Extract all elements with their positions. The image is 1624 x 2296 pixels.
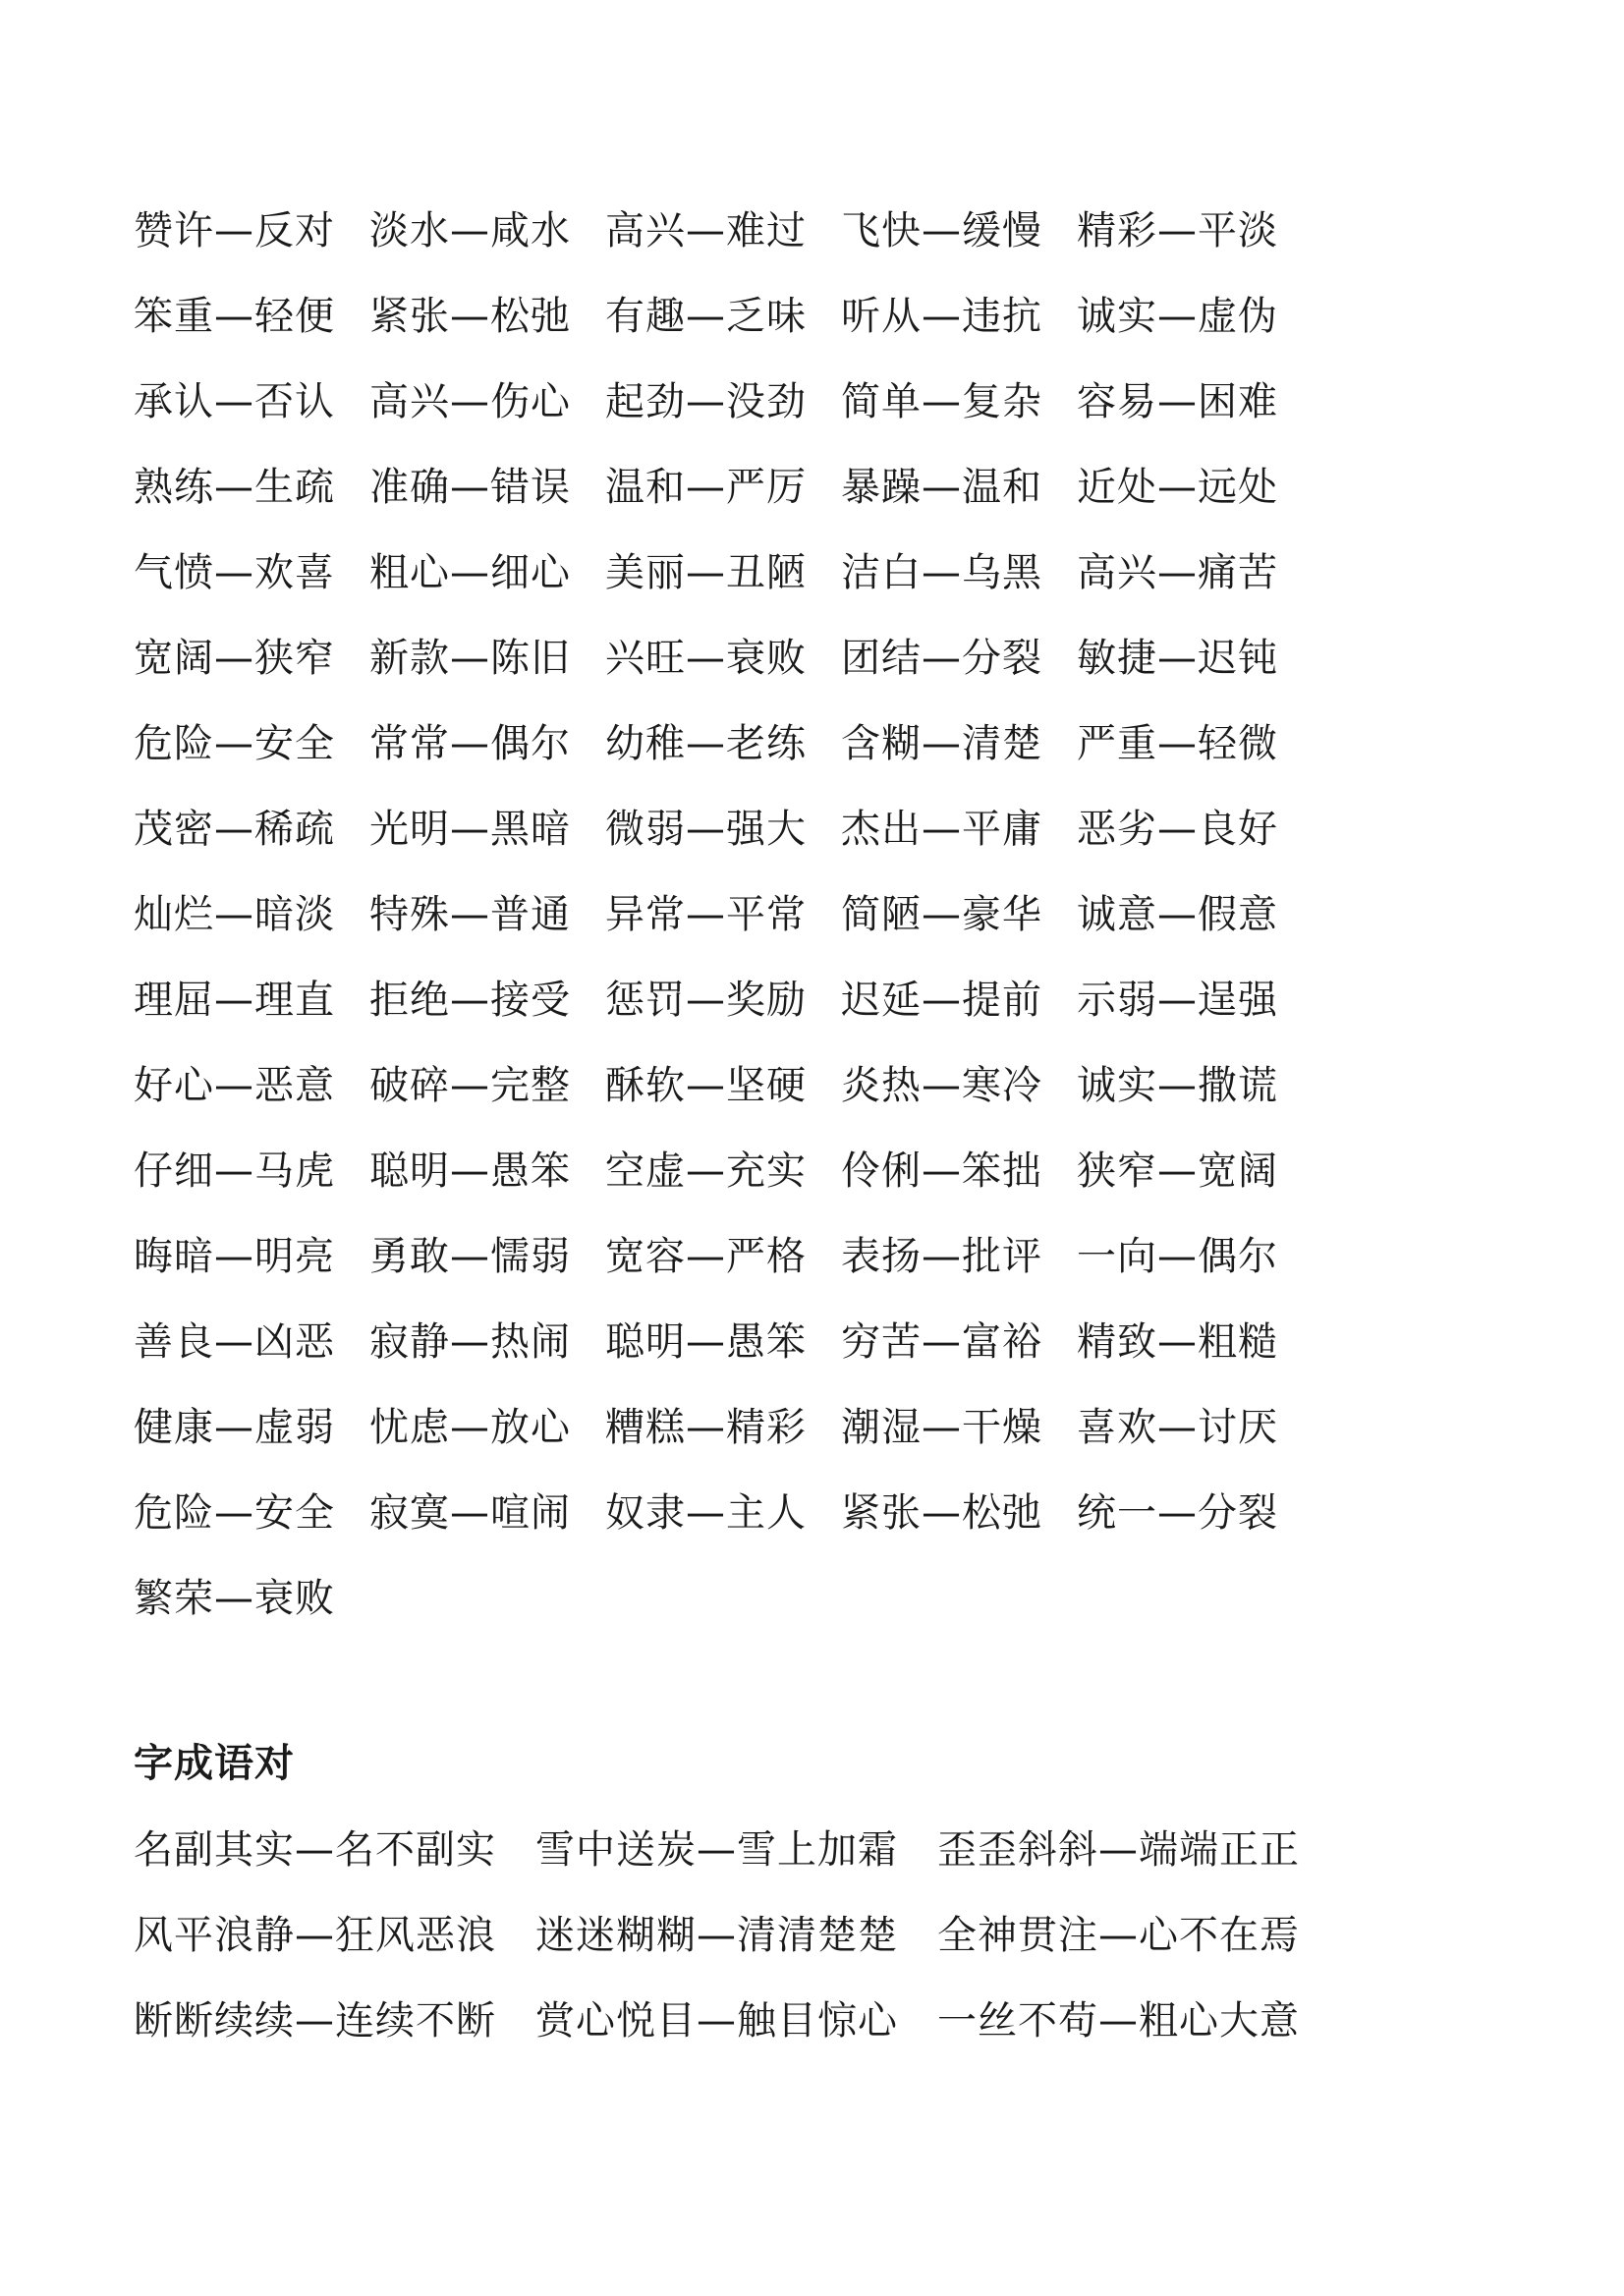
antonym-pair: 温和—严厉 (605, 465, 807, 510)
antonym-pair: 特殊—普通 (369, 892, 571, 937)
antonym-pair: 表扬—批评 (841, 1234, 1042, 1279)
antonym-pair: 酥软—坚硬 (605, 1063, 807, 1108)
antonym-pair: 穷苦—富裕 (841, 1319, 1042, 1365)
word-row (134, 1214, 1313, 1300)
antonym-pair: 常常—偶尔 (369, 721, 571, 766)
antonym-pair: 空虚—充实 (605, 1148, 807, 1194)
antonym-pair: 茂密—稀疏 (134, 807, 335, 852)
antonym-pair: 起劲—没劲 (605, 379, 807, 424)
antonym-pair: 惩罚—奖励 (605, 978, 807, 1023)
antonym-pair: 美丽—丑陋 (605, 550, 807, 595)
idiom-pair: 全神贯注—心不在焉 (937, 1913, 1300, 1958)
word-row (134, 1471, 1313, 1556)
antonym-pair: 诚实—虚伪 (1077, 294, 1278, 339)
antonym-pair: 狭窄—宽阔 (1077, 1148, 1278, 1194)
antonym-pair: 高兴—伤心 (369, 379, 571, 424)
antonym-pair: 承认—否认 (134, 379, 335, 424)
word-row (134, 616, 1313, 701)
antonym-pair: 危险—安全 (134, 721, 335, 766)
word-row (134, 1300, 1313, 1385)
idiom-row (134, 1808, 1411, 1893)
antonym-pair: 理屈—理直 (134, 978, 335, 1023)
idiom-row (134, 1979, 1411, 2064)
antonym-pair: 简单—复杂 (841, 379, 1042, 424)
antonym-pair: 严重—轻微 (1077, 721, 1278, 766)
antonym-pair: 高兴—难过 (605, 208, 807, 253)
antonym-pair: 暴躁—温和 (841, 465, 1042, 510)
antonym-pair: 寂寞—喧闹 (369, 1490, 571, 1536)
antonym-pair: 喜欢—讨厌 (1077, 1405, 1278, 1450)
antonym-pair: 仔细—马虎 (134, 1148, 335, 1194)
antonym-pair: 示弱—逞强 (1077, 978, 1278, 1023)
idiom-list (134, 1808, 1411, 2064)
antonym-pair: 糟糕—精彩 (605, 1405, 807, 1450)
antonym-pair: 简陋—豪华 (841, 892, 1042, 937)
antonym-pair: 破碎—完整 (369, 1063, 571, 1108)
antonym-pair: 容易—困难 (1077, 379, 1278, 424)
antonym-word-list (134, 189, 1313, 1642)
antonym-pair: 洁白—乌黑 (841, 550, 1042, 595)
antonym-pair: 粗心—细心 (369, 550, 571, 595)
antonym-pair: 飞快—缓慢 (841, 208, 1042, 253)
antonym-pair: 精彩—平淡 (1077, 208, 1278, 253)
antonym-pair: 恶劣—良好 (1077, 807, 1278, 852)
antonym-pair: 危险—安全 (134, 1490, 335, 1536)
antonym-pair: 异常—平常 (605, 892, 807, 937)
word-row (134, 1385, 1313, 1471)
antonym-pair: 紧张—松弛 (841, 1490, 1042, 1536)
word-row (134, 958, 1313, 1043)
antonym-pair: 统一—分裂 (1077, 1490, 1278, 1536)
antonym-pair: 好心—恶意 (134, 1063, 335, 1108)
word-row (134, 1129, 1313, 1214)
word-row (134, 1556, 1313, 1642)
antonym-pair: 奴隶—主人 (605, 1490, 807, 1536)
antonym-pair: 诚意—假意 (1077, 892, 1278, 937)
antonym-pair: 灿烂—暗淡 (134, 892, 335, 937)
antonym-pair: 诚实—撒谎 (1077, 1063, 1278, 1108)
antonym-pair: 勇敢—懦弱 (369, 1234, 571, 1279)
antonym-pair: 含糊—清楚 (841, 721, 1042, 766)
word-row (134, 360, 1313, 445)
antonym-pair: 高兴—痛苦 (1077, 550, 1278, 595)
word-row (134, 701, 1313, 787)
antonym-pair: 宽阔—狭窄 (134, 636, 335, 681)
antonym-pair: 有趣—乏味 (605, 294, 807, 339)
antonym-pair: 熟练—生疏 (134, 465, 335, 510)
antonym-pair: 近处—远处 (1077, 465, 1278, 510)
word-row (134, 787, 1313, 872)
antonym-pair: 兴旺—衰败 (605, 636, 807, 681)
antonym-pair: 一向—偶尔 (1077, 1234, 1278, 1279)
idiom-pair: 风平浪静—狂风恶浪 (134, 1913, 496, 1958)
word-row (134, 189, 1313, 274)
antonym-pair: 拒绝—接受 (369, 978, 571, 1023)
word-row (134, 872, 1313, 958)
idiom-pair: 名副其实—名不副实 (134, 1827, 496, 1873)
antonym-pair: 杰出—平庸 (841, 807, 1042, 852)
antonym-pair: 聪明—愚笨 (369, 1148, 571, 1194)
antonym-pair: 伶俐—笨拙 (841, 1148, 1042, 1194)
idiom-pair: 歪歪斜斜—端端正正 (937, 1827, 1300, 1873)
antonym-pair: 繁荣—衰败 (134, 1576, 335, 1621)
antonym-pair: 忧虑—放心 (369, 1405, 571, 1450)
antonym-pair: 聪明—愚笨 (605, 1319, 807, 1365)
antonym-pair: 健康—虚弱 (134, 1405, 335, 1450)
word-row (134, 445, 1313, 531)
word-row (134, 1043, 1313, 1129)
idiom-row (134, 1893, 1411, 1979)
antonym-pair: 淡水—咸水 (369, 208, 571, 253)
antonym-pair: 善良—凶恶 (134, 1319, 335, 1365)
antonym-pair: 敏捷—迟钝 (1077, 636, 1278, 681)
idiom-pair: 断断续续—连续不断 (134, 1998, 496, 2044)
antonym-pair: 紧张—松弛 (369, 294, 571, 339)
antonym-pair: 赞许—反对 (134, 208, 335, 253)
idiom-pair: 雪中送炭—雪上加霜 (535, 1827, 898, 1873)
idiom-pair: 一丝不苟—粗心大意 (937, 1998, 1300, 2044)
antonym-pair: 光明—黑暗 (369, 807, 571, 852)
antonym-pair: 笨重—轻便 (134, 294, 335, 339)
antonym-pair: 迟延—提前 (841, 978, 1042, 1023)
idiom-section-title: 字成语对 (134, 1741, 295, 1786)
antonym-pair: 潮湿—干燥 (841, 1405, 1042, 1450)
idiom-pair: 赏心悦目—触目惊心 (535, 1998, 898, 2044)
word-row (134, 274, 1313, 360)
antonym-pair: 听从—违抗 (841, 294, 1042, 339)
antonym-pair: 微弱—强大 (605, 807, 807, 852)
antonym-pair: 气愤—欢喜 (134, 550, 335, 595)
antonym-pair: 宽容—严格 (605, 1234, 807, 1279)
antonym-pair: 幼稚—老练 (605, 721, 807, 766)
antonym-pair: 新款—陈旧 (369, 636, 571, 681)
antonym-pair: 晦暗—明亮 (134, 1234, 335, 1279)
idiom-pair: 迷迷糊糊—清清楚楚 (535, 1913, 898, 1958)
antonym-pair: 团结—分裂 (841, 636, 1042, 681)
antonym-pair: 精致—粗糙 (1077, 1319, 1278, 1365)
antonym-pair: 准确—错误 (369, 465, 571, 510)
word-row (134, 531, 1313, 616)
antonym-pair: 炎热—寒冷 (841, 1063, 1042, 1108)
antonym-pair: 寂静—热闹 (369, 1319, 571, 1365)
